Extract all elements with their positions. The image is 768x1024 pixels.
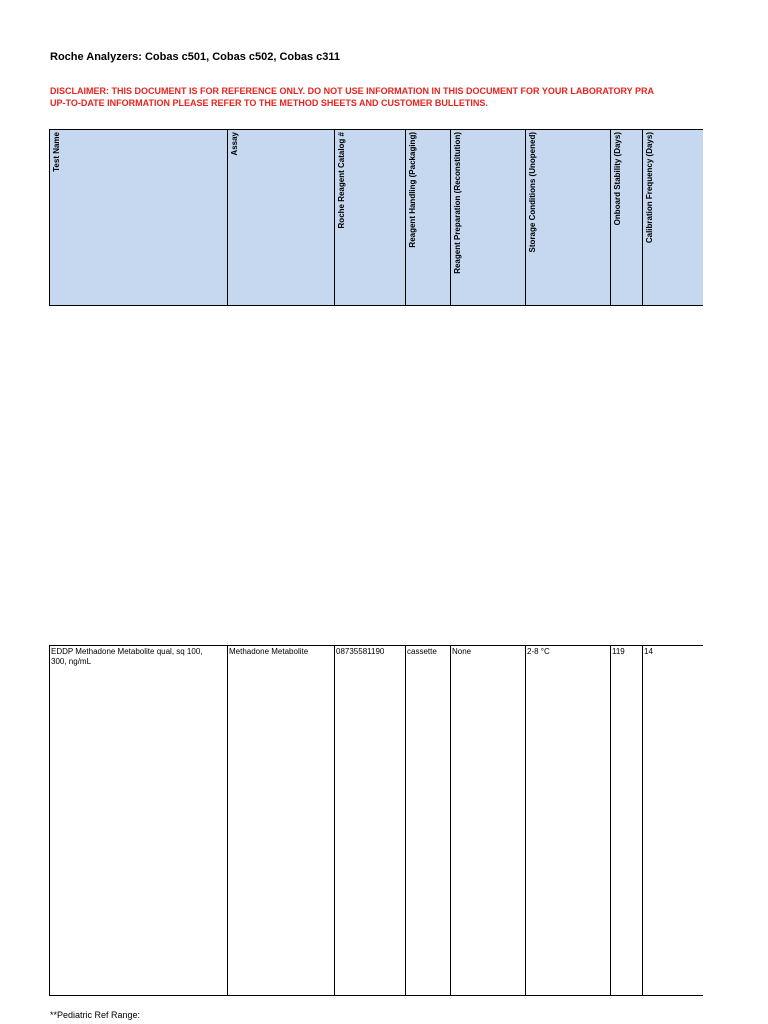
cell-text-catalog: 08735581190	[336, 647, 385, 656]
disclaimer-line-1: DISCLAIMER: THIS DOCUMENT IS FOR REFERENCE ONLY. DO NOT USE INFORMATION IN THIS DOCUMENT FOR YOUR LABORATORY PRA	[50, 86, 655, 96]
cell-text-preparation: None	[452, 647, 472, 656]
header-label-catalog: Roche Reagent Catalog #	[337, 132, 346, 229]
header-cell-assay	[228, 130, 335, 305]
header-cell-test-name	[50, 130, 228, 305]
cell-text-storage: 2-8 °C	[527, 647, 550, 656]
cell-catalog	[335, 646, 406, 995]
footnote-pediatric-ref-range: **Pediatric Ref Range:	[50, 1010, 141, 1020]
cell-preparation	[451, 646, 526, 995]
cell-handling	[406, 646, 451, 995]
header-label-onboard: Onboard Stability (Days)	[613, 132, 622, 226]
cell-text-calibration: 14	[644, 647, 653, 656]
header-cell-catalog	[335, 130, 406, 305]
table-header	[49, 129, 703, 306]
header-label-calibration: Calibration Frequency (Days)	[645, 132, 654, 244]
cell-text-test-name: EDDP Methadone Metabolite qual, sq 100, 300, ng/mL	[51, 647, 203, 666]
cell-storage	[526, 646, 611, 995]
header-label-storage: Storage Conditions (Unopened)	[528, 132, 537, 253]
header-cell-storage	[526, 130, 611, 305]
header-cell-calibration	[643, 130, 703, 305]
header-cell-handling	[406, 130, 451, 305]
header-label-handling: Reagent Handling (Packaging)	[408, 132, 417, 248]
header-label-assay: Assay	[230, 132, 239, 156]
header-cell-preparation	[451, 130, 526, 305]
cell-text-onboard: 119	[612, 647, 625, 656]
page-title: Roche Analyzers: Cobas c501, Cobas c502, Cobas c311	[50, 51, 341, 63]
table-row	[49, 645, 703, 996]
header-label-preparation: Reagent Preparation (Reconstitution)	[453, 132, 462, 274]
disclaimer	[50, 85, 703, 113]
cell-text-assay: Methadone Metabolite	[229, 647, 309, 656]
header-cell-onboard	[611, 130, 643, 305]
disclaimer-line-2: UP-TO-DATE INFORMATION PLEASE REFER TO THE METHOD SHEETS AND CUSTOMER BULLETINS.	[50, 98, 488, 108]
cell-test-name	[50, 646, 228, 995]
cell-text-handling: cassette	[407, 647, 437, 656]
cell-calibration	[643, 646, 703, 995]
cell-onboard	[611, 646, 643, 995]
header-label-test-name: Test Name	[52, 132, 61, 172]
cell-assay	[228, 646, 335, 995]
